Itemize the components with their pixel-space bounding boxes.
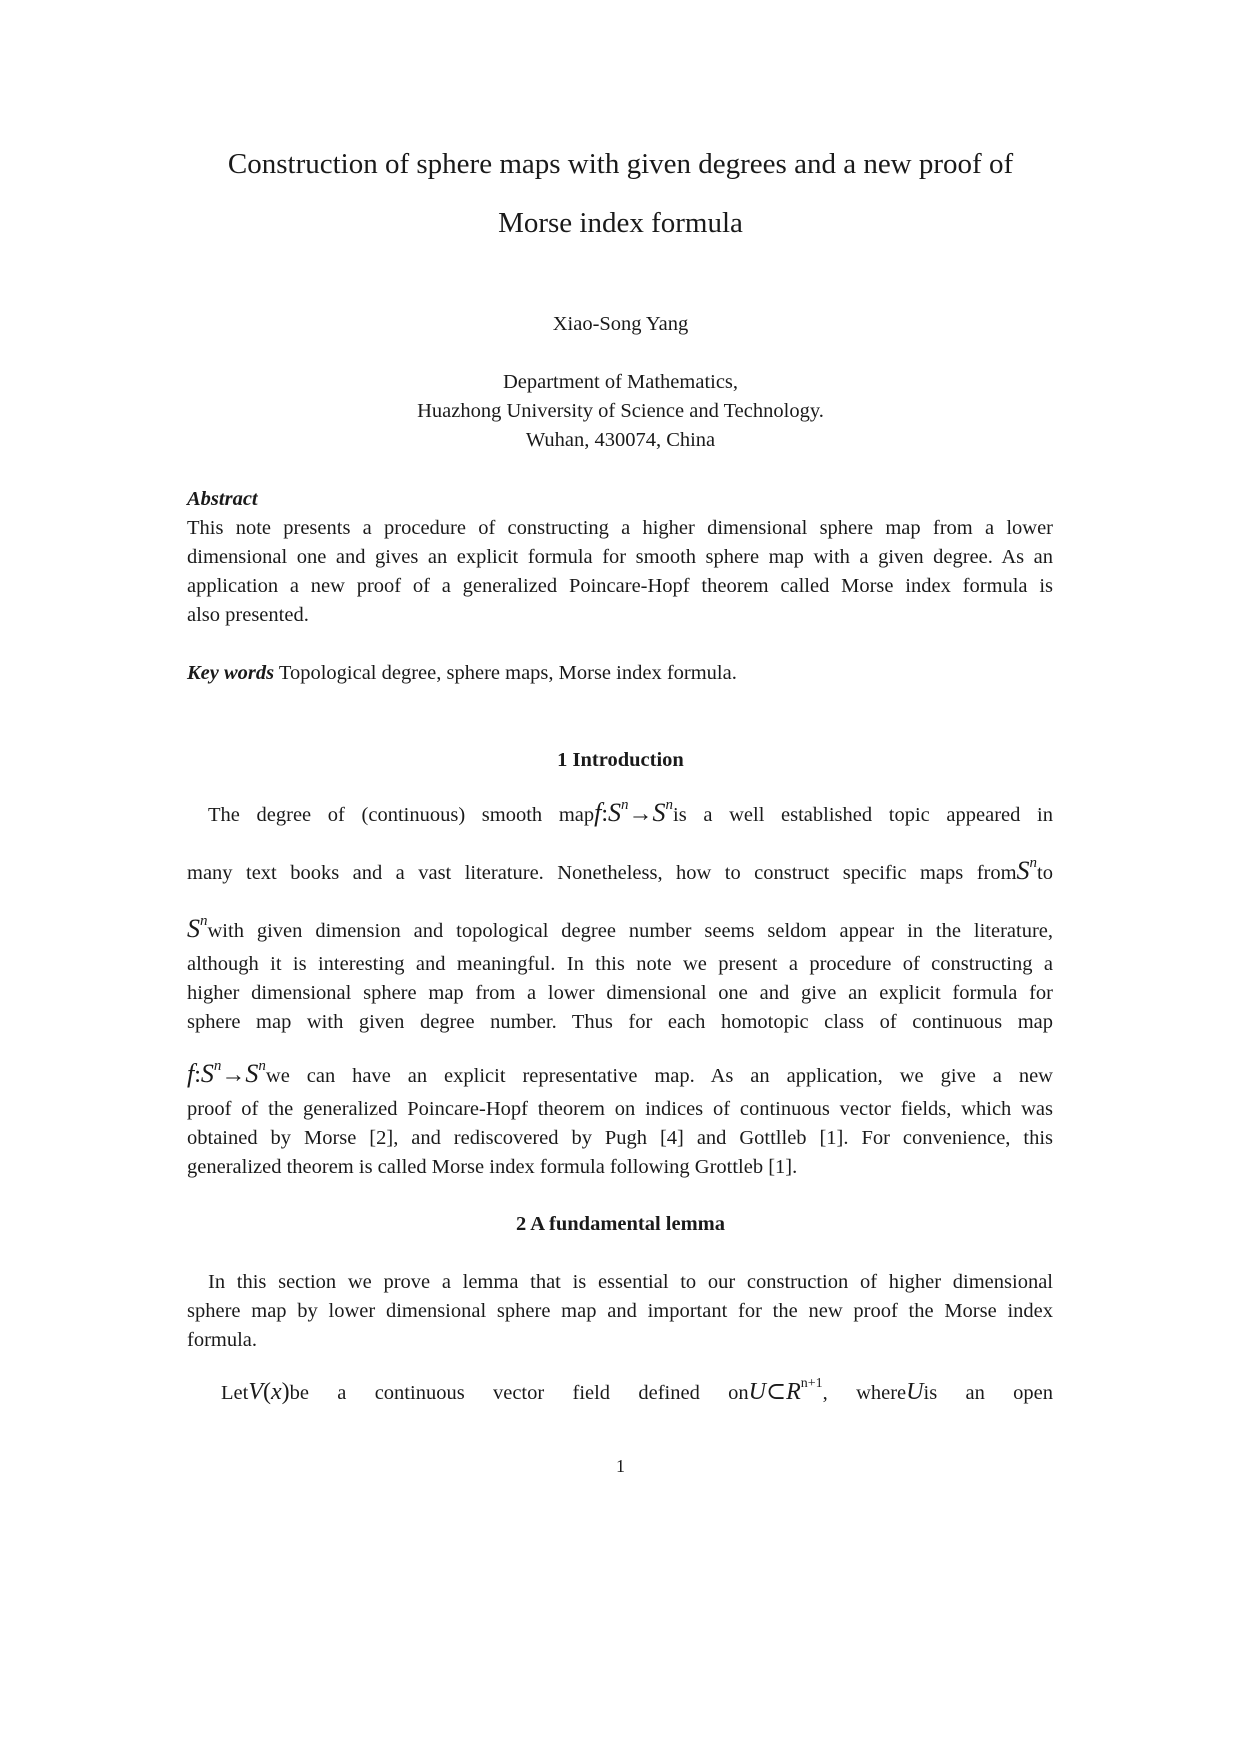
section-2-line-4-text-c: , where	[822, 1382, 907, 1404]
abstract-line-2: dimensional one and gives an explicit formula for smooth sphere map with a given degree. As an	[187, 546, 1053, 568]
intro-line-5: higher dimensional sphere map from a lower dimensional one and give an explicit formula for	[187, 982, 1053, 1004]
math-f-S-map-2: $f:S^n\to S^n$	[187, 1058, 266, 1088]
intro-line-7-text: we can have an explicit representative map. As an application, we give a new	[265, 1065, 1053, 1087]
intro-line-3	[187, 908, 1053, 944]
author-name: Xiao-Song Yang	[552, 313, 689, 335]
intro-line-1	[208, 792, 1053, 828]
keywords-label: Key words	[187, 662, 275, 684]
abstract-line-4: also presented.	[187, 604, 309, 626]
math-V-x: V(x)	[248, 1379, 290, 1405]
intro-line-2	[187, 850, 1053, 886]
intro-line-2-text-a: many text books and a vast literature. Nonetheless, how to construct specific maps from	[187, 862, 1017, 884]
section-2-line-1: In this section we prove a lemma that is essential to our construction of higher dimensional	[208, 1271, 1053, 1293]
intro-line-6: sphere map with given degree number. Thus for each homotopic class of continuous map	[187, 1011, 1053, 1033]
section-1-heading: 1 Introduction	[557, 749, 684, 771]
intro-line-1-text-a: The degree of (continuous) smooth map	[208, 804, 595, 826]
page-number: 1	[616, 1456, 625, 1476]
paper-title-line-2: Morse index formula	[498, 207, 743, 239]
abstract-label: Abstract	[187, 488, 258, 510]
abstract-line-1: This note presents a procedure of constructing a higher dimensional sphere map from a lower	[187, 517, 1053, 539]
paper-title-line-1: Construction of sphere maps with given degrees and a new proof of	[227, 148, 1014, 180]
section-2-line-4-text-d: is an open	[923, 1382, 1053, 1404]
keywords-line	[187, 660, 1053, 686]
affiliation-line-2: Huazhong University of Science and Technology.	[417, 400, 824, 422]
keywords-text: Topological degree, sphere maps, Morse index formula.	[274, 662, 737, 684]
section-2-line-3: formula.	[187, 1329, 258, 1351]
section-2-line-4	[221, 1371, 1053, 1406]
intro-line-2-text-b: to	[1037, 862, 1053, 884]
math-U-subset-R: $U\subset R^{n+1}$	[748, 1376, 823, 1405]
math-U: U	[906, 1379, 924, 1405]
affiliation-line-3: Wuhan, 430074, China	[525, 429, 716, 451]
affiliation-line-1: Department of Mathematics,	[502, 371, 739, 393]
section-2-line-4-text-a: Let	[221, 1382, 249, 1404]
abstract-line-3: application a new proof of a generalized Poincare-Hopf theorem called Morse index formula is	[187, 575, 1053, 597]
intro-line-3-text: with given dimension and topological degree number seems seldom appear in the literature,	[207, 920, 1053, 942]
section-2-line-2: sphere map by lower dimensional sphere map and important for the new proof the Morse index	[187, 1300, 1053, 1322]
intro-line-1-text-b: is a well established topic appeared in	[673, 804, 1053, 826]
math-S-n-1: $S^n$	[1016, 855, 1038, 885]
intro-line-8: proof of the generalized Poincare-Hopf theorem on indices of continuous vector fields, which was	[187, 1098, 1053, 1120]
intro-line-7	[187, 1053, 1053, 1089]
intro-line-9: obtained by Morse [2], and rediscovered by Pugh [4] and Gottlleb [1]. For convenience, this	[187, 1127, 1053, 1149]
math-S-n-2: $S^n$	[187, 913, 208, 943]
intro-line-10: generalized theorem is called Morse index formula following Grottleb [1].	[187, 1156, 798, 1178]
intro-line-4: although it is interesting and meaningful. In this note we present a procedure of constructing a	[187, 953, 1053, 975]
section-2-heading: 2 A fundamental lemma	[516, 1213, 725, 1235]
math-f-S-map-1: $f:S^n\to S^n$	[594, 797, 674, 827]
section-2-line-4-text-b: be a continuous vector field defined on	[289, 1382, 749, 1404]
